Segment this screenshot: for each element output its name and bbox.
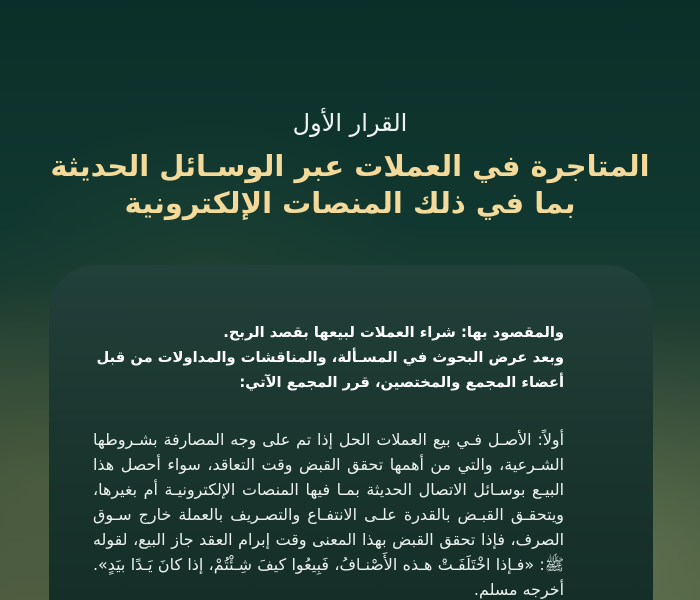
intro-line: وبعد عرض البحوث في المسـألة، والمناقشات والمداولات من قبل bbox=[96, 349, 564, 366]
body-line-hadith: ﷺ: «فـإذا اخْتَلَفَـتْ هـذه الأَصْنـافُ، فَبِيعُوا كيفَ شِـئْتُمْ، إذا كانَ يَـدًا بيَدٍ». bbox=[93, 555, 564, 574]
decision-card-content bbox=[49, 265, 653, 600]
intro-line: أعضاء المجمع والمختصين، قرر المجمع الآتي: bbox=[239, 374, 564, 391]
body-line: أولاً: الأصـل فـي بيع العملات الحل إذا تم على وجه المصارفة بشـروطها bbox=[93, 430, 564, 449]
hadith-source-line: أخرجه مسلم. bbox=[473, 580, 564, 599]
header bbox=[0, 106, 700, 222]
decision-card bbox=[49, 265, 653, 600]
decision-title bbox=[0, 148, 700, 222]
decision-kicker bbox=[0, 106, 700, 140]
body-line: الشـرعية، والتي من أهمها تحقق القبض وقت التعاقد، سواء أحصل هذا bbox=[93, 455, 564, 474]
body-line: الصرف، فإذا تحقق القبض بهذا المعنى وقت إبرام العقد جاز البيع، لقوله bbox=[93, 530, 564, 549]
intro-line: والمقصود بها: شراء العملات لبيعها بقصد الربح. bbox=[223, 324, 564, 341]
decision-kicker-text: القرار الأول bbox=[292, 109, 408, 137]
body-line: ويتحقـق القبـض بالقدرة علـى الانتفـاع والتصـريف بالعملة خارج سـوق bbox=[93, 505, 564, 524]
decision-title-line-2: بما في ذلك المنصات الإلكترونية bbox=[124, 186, 576, 220]
decision-title-line-1: المتاجرة في العملات عبر الوسـائل الحديثة bbox=[50, 149, 650, 183]
intro-paragraph bbox=[93, 320, 564, 395]
resolution-paragraph bbox=[93, 427, 564, 600]
body-line: البيـع بوسـائل الاتصال الحديثة بمـا فيها المنصات الإلكترونيـة أم بغيرها، bbox=[93, 480, 564, 499]
